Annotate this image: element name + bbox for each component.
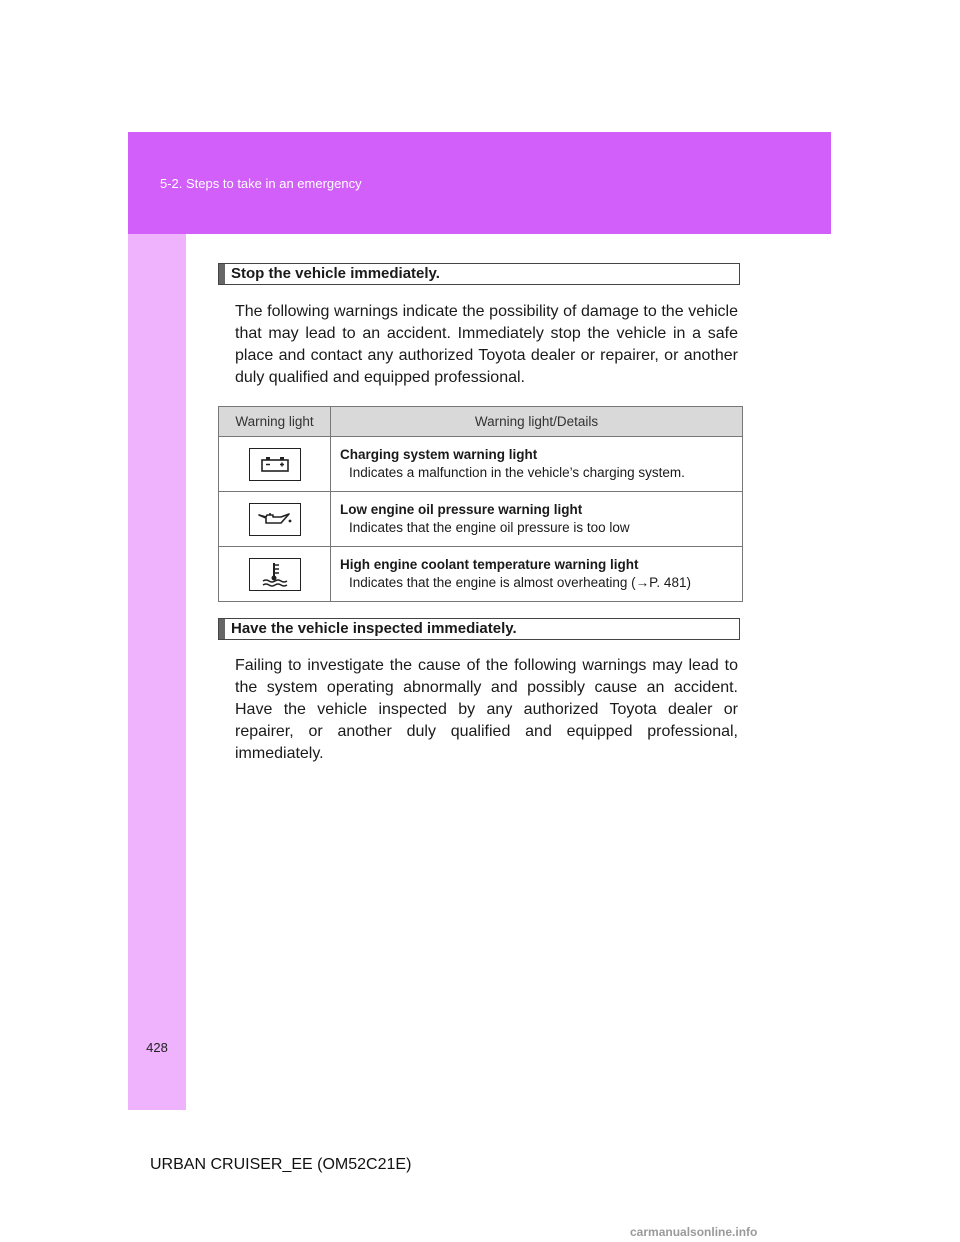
col-warning-light: Warning light <box>219 407 331 437</box>
warning-name: Low engine oil pressure warning light <box>340 502 583 517</box>
col-details: Warning light/Details <box>331 407 743 437</box>
oil-can-icon <box>249 503 301 536</box>
warning-desc: Indicates that the engine oil pressure is too low <box>349 520 630 535</box>
warning-lights-table <box>218 406 743 602</box>
paragraph-inspect-vehicle: Failing to investigate the cause of the following warnings may lead to the system operating abnormally and possibly cause an accident. Have the vehicle inspected by any authorized Toyota dealer or repairer, or another duly qualified and equipped professional, immediately. <box>235 657 738 762</box>
heading-stop-vehicle: Stop the vehicle immediately. <box>218 263 740 285</box>
table-row <box>219 492 743 547</box>
warning-desc: Indicates that the engine is almost overheating (→P. 481) <box>349 575 691 590</box>
table-row <box>219 547 743 602</box>
page-number: 428 <box>146 1040 168 1055</box>
warning-name: High engine coolant temperature warning light <box>340 557 639 572</box>
battery-icon <box>249 448 301 481</box>
warning-desc: Indicates a malfunction in the vehicle’s charging system. <box>349 465 685 480</box>
heading-inspect-vehicle: Have the vehicle inspected immediately. <box>218 618 740 640</box>
warning-name: Charging system warning light <box>340 447 538 462</box>
watermark: carmanualsonline.info <box>630 1225 758 1239</box>
table-header-row <box>219 407 743 437</box>
footer-model: URBAN CRUISER_EE (OM52C21E) <box>150 1156 412 1173</box>
coolant-temperature-icon <box>249 558 301 591</box>
table-row <box>219 437 743 492</box>
side-strip <box>128 234 186 1110</box>
section-title: 5-2. Steps to take in an emergency <box>160 176 362 191</box>
paragraph-stop-vehicle: The following warnings indicate the possibility of damage to the vehicle that may lead to an accident. Immediately stop the vehicle in a safe place and contact any authorized Toyota dealer or repairer, or another duly qualified and equipped professional. <box>235 303 738 386</box>
